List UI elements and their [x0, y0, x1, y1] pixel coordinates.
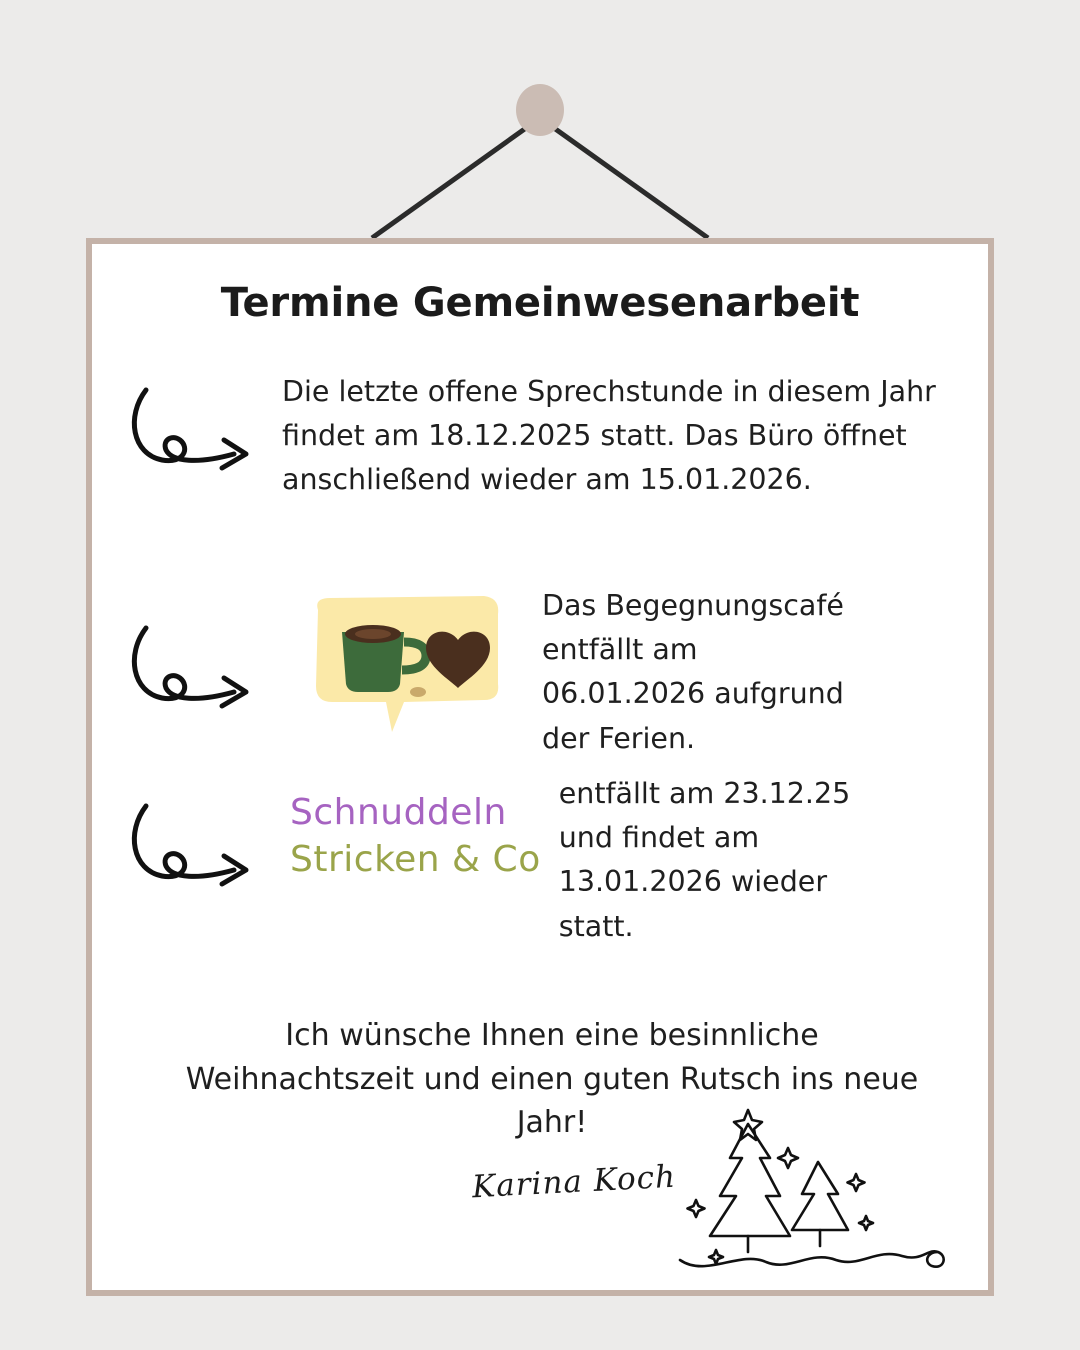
nail-knob-icon [516, 84, 564, 136]
announcement-text-2: Das Begegnungscafé entfällt am 06.01.2026 aufgrund der Ferien. [542, 589, 844, 755]
announcement-item-2 [128, 584, 978, 761]
logo-line-2: Stricken & Co [290, 839, 541, 880]
poster-board [86, 238, 994, 1296]
closing-message: Ich wünsche Ihnen eine besinnliche Weihnachtszeit und einen guten Rutsch ins neue Jahr! [185, 1018, 919, 1140]
announcement-text-1: Die letzte offene Sprechstunde in diesem Jahr findet am 18.12.2025 statt. Das Büro öffnet anschließend wieder am 15.01.2026. [282, 375, 936, 497]
cord-right [540, 118, 708, 238]
logo-line-1: Schnuddeln [290, 792, 507, 833]
hanging-cord [0, 0, 1080, 260]
christmas-trees-icon [670, 1100, 980, 1284]
announcement-text-3: entfällt am 23.12.25 und findet am 13.01.2026 wieder statt. [558, 777, 851, 943]
cord-left [372, 118, 540, 238]
coffee-cup-and-heart-icon [308, 592, 508, 746]
signature: Karina Koch [471, 1158, 677, 1206]
schnuddeln-logo [290, 792, 541, 880]
heart-arrow-icon [128, 620, 256, 724]
heart-arrow-icon [128, 798, 256, 902]
heart-arrow-icon [128, 382, 256, 486]
page-title: Termine Gemeinwesenarbeit [220, 280, 860, 326]
announcement-item-1 [128, 370, 968, 503]
announcement-item-3 [128, 772, 978, 949]
cord-svg [0, 0, 1080, 260]
